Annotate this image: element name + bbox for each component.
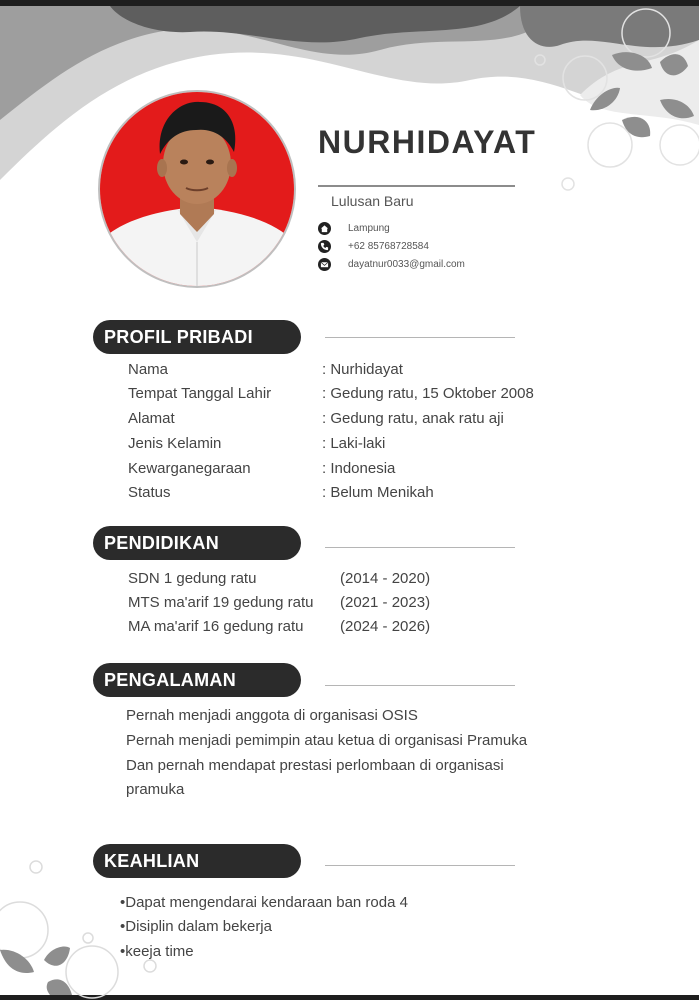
section-rule-profile	[325, 337, 515, 338]
section-rule-skills	[325, 865, 515, 866]
profile-photo	[98, 90, 296, 288]
profile-value: : Indonesia	[322, 460, 396, 477]
profile-value: : Gedung ratu, anak ratu aji	[322, 410, 504, 427]
contact-address	[318, 220, 390, 236]
skill-item: •keeja time	[120, 943, 194, 960]
experience-line: Pernah menjadi pemimpin atau ketua di organisasi Pramuka	[126, 732, 528, 749]
section-title-skills: KEAHLIAN	[93, 844, 301, 878]
profile-label: Alamat	[128, 410, 175, 427]
education-years: (2014 - 2020)	[340, 570, 431, 587]
profile-value: : Nurhidayat	[322, 361, 403, 378]
profile-value: : Laki-laki	[322, 435, 386, 452]
person-name: NURHIDAYAT	[318, 124, 537, 160]
section-title-education: PENDIDIKAN	[93, 526, 301, 560]
mail-icon	[318, 258, 331, 271]
contact-email	[318, 256, 465, 272]
education-school: MA ma'arif 16 gedung ratu	[128, 618, 304, 635]
contact-phone	[318, 238, 429, 254]
profile-value: : Belum Menikah	[322, 484, 434, 501]
profile-label: Status	[128, 484, 171, 501]
experience-line: Pernah menjadi anggota di organisasi OSIS	[126, 707, 418, 724]
section-rule-education	[325, 547, 515, 548]
experience-line: pramuka	[126, 781, 185, 798]
profile-label: Jenis Kelamin	[128, 435, 222, 452]
contact-address-text: Lampung	[348, 222, 390, 234]
section-title-profile: PROFIL PRIBADI	[93, 320, 301, 354]
experience-line: Dan pernah mendapat prestasi perlombaan di organisasi	[126, 757, 504, 774]
profile-label: Tempat Tanggal Lahir	[128, 385, 272, 402]
section-rule-experience	[325, 685, 515, 686]
skill-item: •Disiplin dalam bekerja	[120, 918, 272, 935]
person-subtitle: Lulusan Baru	[331, 193, 414, 209]
education-school: SDN 1 gedung ratu	[128, 570, 257, 587]
name-divider	[318, 185, 515, 187]
profile-value: : Gedung ratu, 15 Oktober 2008	[322, 385, 534, 402]
profile-label: Kewarganegaraan	[128, 460, 251, 477]
profile-label: Nama	[128, 361, 169, 378]
contact-phone-text: +62 85768728584	[348, 240, 429, 252]
home-icon	[318, 222, 331, 235]
contact-email-text: dayatnur0033@gmail.com	[348, 258, 465, 270]
section-title-experience: PENGALAMAN	[93, 663, 301, 697]
skill-item: •Dapat mengendarai kendaraan ban roda 4	[120, 894, 408, 911]
phone-icon	[318, 240, 331, 253]
education-school: MTS ma'arif 19 gedung ratu	[128, 594, 314, 611]
education-years: (2021 - 2023)	[340, 594, 431, 611]
education-years: (2024 - 2026)	[340, 618, 431, 635]
